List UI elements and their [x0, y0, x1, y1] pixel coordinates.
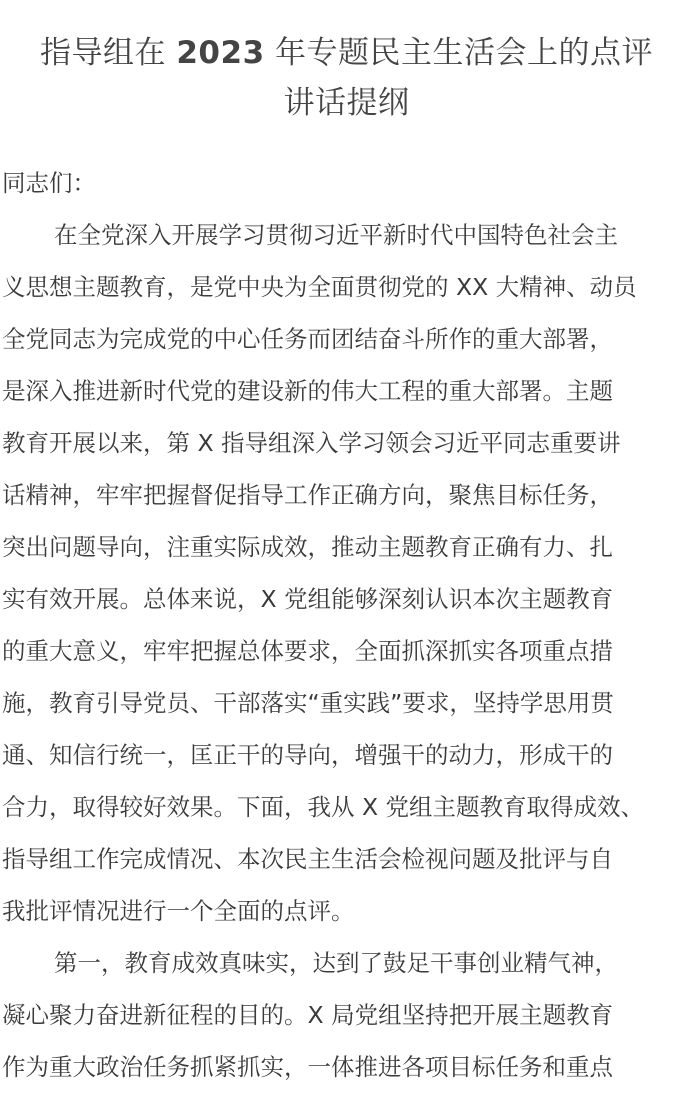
title-year: 2023	[176, 35, 265, 71]
paragraph-line: 全党同志为完成党的中心任务而团结奋斗所作的重大部署，	[2, 325, 613, 353]
paragraph-line: 的重大意义，牢牢把握总体要求，全面抓深抓实各项重点措	[2, 637, 613, 665]
document-body	[2, 157, 692, 1093]
title-line-1	[0, 28, 693, 78]
paragraph-line: 第一，教育成效真味实，达到了鼓足干事创业精气神，	[54, 949, 618, 977]
paragraph-line: 话精神，牢牢把握督促指导工作正确方向，聚焦目标任务，	[2, 481, 613, 509]
paragraph-line: 教育开展以来，第 X 指导组深入学习领会习近平同志重要讲	[2, 429, 621, 457]
paragraph-line: 是深入推进新时代党的建设新的伟大工程的重大部署。主题	[2, 377, 613, 405]
paragraph-line: 通、知信行统一，匡正干的导向，增强干的动力，形成干的	[2, 741, 613, 769]
paragraph-line: 义思想主题教育，是党中央为全面贯彻党的 XX 大精神、动员	[2, 273, 637, 301]
salutation: 同志们：	[2, 169, 96, 197]
paragraph-line: 指导组工作完成情况、本次民主生活会检视问题及批评与自	[2, 845, 613, 873]
paragraph-line: 施，教育引导党员、干部落实“重实践”要求，坚持学思用贯	[2, 689, 614, 717]
document-title	[0, 28, 693, 128]
paragraph-line: 作为重大政治任务抓紧抓实，一体推进各项目标任务和重点	[2, 1053, 613, 1081]
paragraph-line: 合力，取得较好效果。下面，我从 X 党组主题教育取得成效、	[2, 793, 645, 821]
paragraph-line: 凝心聚力奋进新征程的目的。X 局党组坚持把开展主题教育	[2, 1001, 614, 1029]
title-suffix: 年专题民主生活会上的点评	[264, 35, 653, 71]
paragraph-line: 我批评情况进行一个全面的点评。	[2, 897, 355, 925]
paragraph-line: 突出问题导向，注重实际成效，推动主题教育正确有力、扎	[2, 533, 613, 561]
paragraph-line: 实有效开展。总体来说，X 党组能够深刻认识本次主题教育	[2, 585, 614, 613]
title-prefix: 指导组在	[40, 35, 177, 71]
paragraph-line: 在全党深入开展学习贯彻习近平新时代中国特色社会主	[54, 221, 618, 249]
title-line-2: 讲话提纲	[283, 85, 410, 121]
